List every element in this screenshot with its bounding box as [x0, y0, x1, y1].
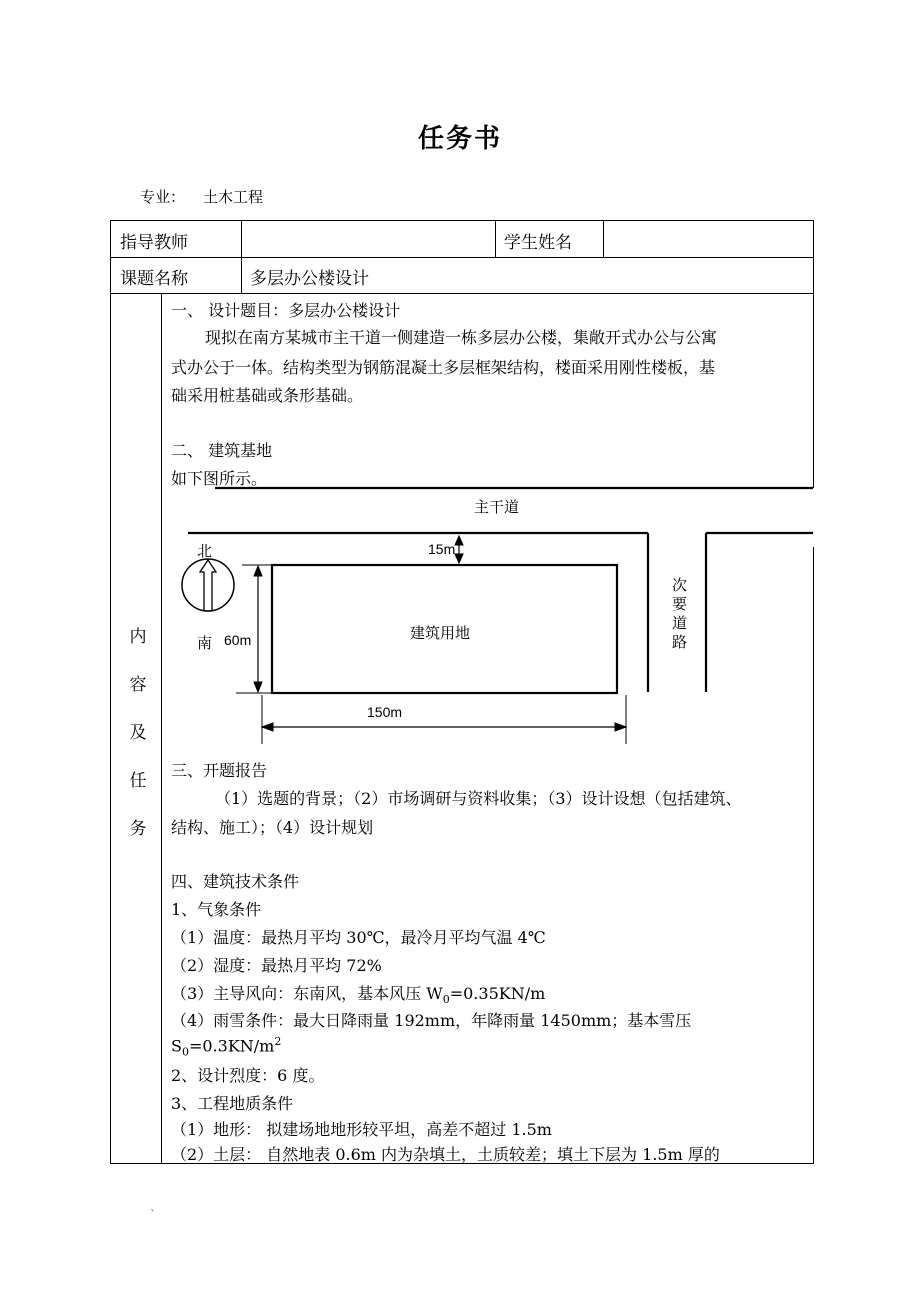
- section2-heading: 二、 建筑基地: [171, 441, 273, 460]
- main-road-label: 主干道: [474, 498, 520, 516]
- climate-snow-pressure: $S_0=0.3KN/m^2$: [171, 1035, 282, 1059]
- section3-para-line: （1）选题的背景；（2）市场调研与资料收集；（3）设计设想（包括建筑、: [215, 789, 742, 808]
- geology-heading: 3、工程地质条件: [171, 1094, 294, 1113]
- footer-mark: `: [150, 1208, 156, 1222]
- north-label: 北: [197, 542, 213, 560]
- dim-left-label: 60m: [224, 632, 252, 648]
- section2-para: 如下图所示。: [171, 469, 268, 488]
- climate-heading: 1、气象条件: [171, 900, 262, 919]
- geology-soil: （2）土层： 自然地表 0.6m 内为杂填土，土质较差；填土下层为 1.5m 厚的: [171, 1145, 720, 1164]
- site-label: 建筑用地: [410, 624, 471, 642]
- secondary-road-label-char: 道: [672, 614, 688, 632]
- section4-heading: 四、建筑技术条件: [171, 872, 300, 891]
- climate-temperature: （1）温度：最热月平均 30℃，最冷月平均气温 4℃: [171, 928, 546, 947]
- climate-wind: （3）主导风向：东南风，基本风压 $W_0=0.35KN/m$: [171, 984, 546, 1007]
- climate-humidity: （2）湿度：最热月平均 72%: [171, 956, 382, 975]
- section1-para-line: 式办公于一体。结构类型为钢筋混凝土多层框架结构，楼面采用刚性楼板，基: [171, 358, 716, 377]
- side-label-char: 容: [129, 675, 147, 695]
- side-label-char: 及: [129, 723, 147, 743]
- major-label: 专业：: [140, 188, 186, 206]
- dim-bottom-label: 150m: [367, 704, 403, 720]
- south-label: 南: [197, 634, 213, 652]
- topic-value: 多层办公楼设计: [250, 269, 369, 289]
- secondary-road-label-char: 要: [672, 595, 688, 613]
- side-label-char: 任: [129, 771, 147, 791]
- side-label-char: 内: [129, 627, 147, 647]
- section1-para-line: 现拟在南方某城市主干道一侧建造一栋多层办公楼，集敞开式办公与公寓: [205, 328, 718, 347]
- dim-top-label: 15m: [428, 541, 456, 557]
- section3-para-line: 结构、施工）；（4）设计规划: [171, 818, 374, 837]
- climate-rain-snow: （4）雨雪条件：最大日降雨量 192mm，年降雨量 1450mm；基本雪压: [171, 1011, 692, 1030]
- compass-arrow: [200, 560, 216, 611]
- compass-circle: [182, 559, 234, 611]
- seismic-intensity: 2、设计烈度：6 度。: [171, 1066, 325, 1085]
- secondary-road-label-char: 次: [672, 576, 688, 594]
- document-title: 任务书: [417, 124, 502, 154]
- topic-label: 课题名称: [120, 269, 188, 289]
- student-label: 学生姓名: [504, 233, 572, 253]
- section3-heading: 三、开题报告: [171, 761, 268, 780]
- advisor-label: 指导教师: [120, 233, 188, 253]
- section1-para-line: 础采用桩基础或条形基础。: [171, 386, 364, 405]
- geology-terrain: （1）地形： 拟建场地地形较平坦，高差不超过 1.5m: [171, 1120, 552, 1139]
- side-label-char: 务: [129, 819, 147, 839]
- major-value: 土木工程: [203, 188, 264, 206]
- section1-heading: 一、 设计题目：多层办公楼设计: [171, 301, 401, 320]
- secondary-road-label-char: 路: [672, 633, 688, 651]
